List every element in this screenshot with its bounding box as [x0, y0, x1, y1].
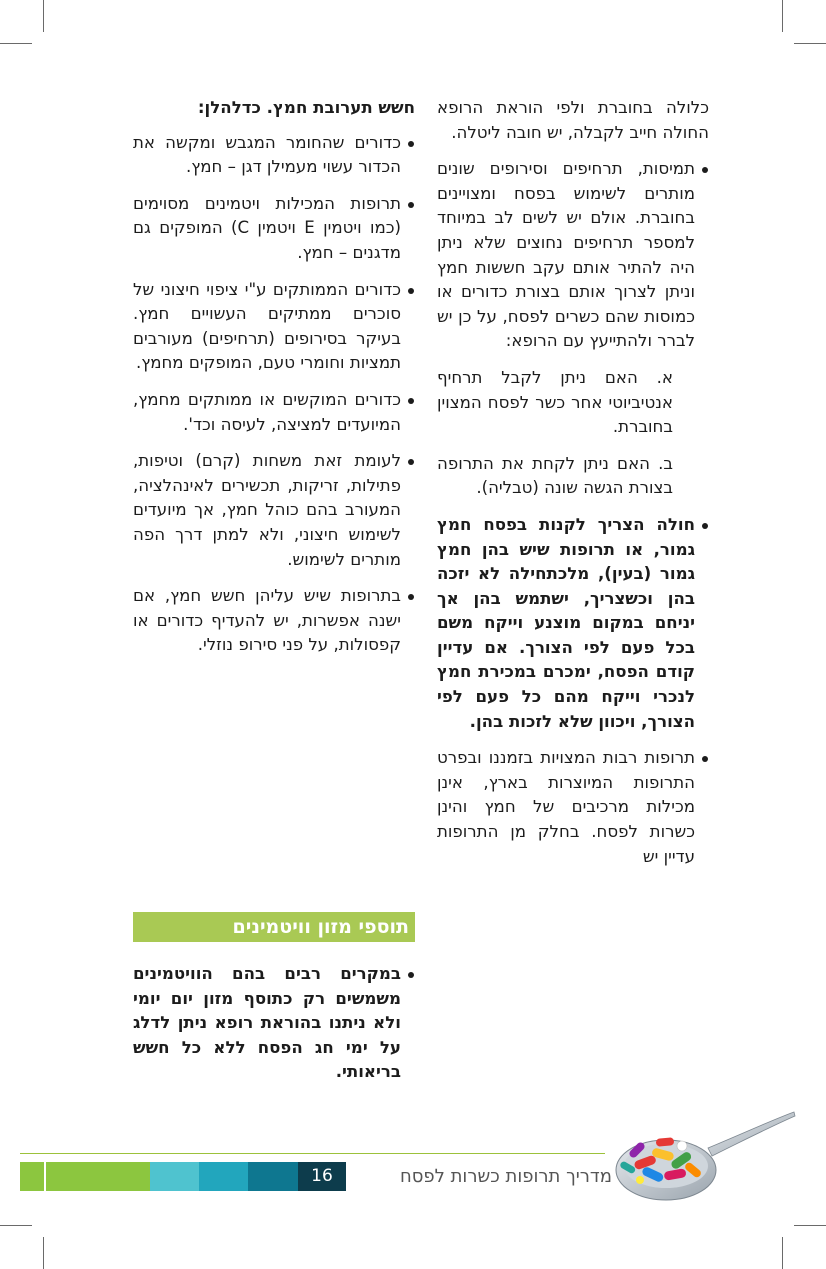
- crop-mark: [794, 1225, 826, 1226]
- footer-title: מדריך תרופות כשרות לפסח: [399, 1166, 612, 1187]
- spoon-pills-icon: [612, 1108, 796, 1208]
- list-item: כדורים הממותקים ע"י ציפוי חיצוני של סוכרים ממתיקים העשויים חמץ. בעיקר בסירופים (תרחיפים) מעורבים תמציות וחומרי טעם, המופקים מחמץ.: [133, 278, 415, 376]
- crop-mark: [794, 43, 826, 44]
- color-strip-segment: [44, 1162, 46, 1191]
- crop-mark: [0, 1225, 32, 1226]
- color-strip-segment: [150, 1162, 199, 1191]
- color-strip-segment: [20, 1162, 150, 1191]
- sub-item: א. האם ניתן לקבל תרחיף אנטיביוטי אחר כשר לפסח המצוין בחוברת.: [437, 367, 673, 437]
- page-number: 16: [298, 1162, 346, 1191]
- crop-mark: [0, 43, 32, 44]
- list-item: תמיסות, תרחיפים וסירופים שונים מותרים לשימוש בפסח ומצויינים בחוברת. אולם יש לשים לב במיוחד למספר תרחיפים נחוצים שלא ניתן היה להתיר אותם עקב חששות חמץ וניתן לצרוך אותם בצורת כדורים או כמוסות שהם כשרים לפסח, על כן יש לברר ולהתייעץ עם הרופא:: [437, 157, 709, 354]
- column-heading: חשש תערובת חמץ. כדלהלן:: [197, 98, 415, 117]
- crop-mark: [43, 1237, 44, 1269]
- list-item: לעומת זאת משחות (קרם) וטיפות, פתילות, זריקות, תכשירים לאינהלציה, המעורב בהם כוהל חמץ, אך מיועדים לשימוש חיצוני, ולא למתן דרך הפה מותרים לשימוש.: [133, 449, 415, 572]
- list-item: כדורים המוקשים או ממותקים מחמץ, המיועדים למציצה, לעיסה וכד'.: [133, 388, 415, 437]
- left-column: [133, 96, 415, 670]
- crop-mark: [782, 1237, 783, 1269]
- list-item: תרופות רבות המצויות בזמננו ובפרט התרופות המיוצרות בארץ, אינן מכילות מרכיבים של חמץ והינן כשרות לפסח. בחלק מן התרופות עדיין יש: [437, 746, 709, 869]
- section-title-bar: תוספי מזון וויטמינים: [133, 912, 415, 942]
- color-strip-segment: [248, 1162, 298, 1191]
- footer-rule: [20, 1153, 605, 1154]
- color-strip-segment: [199, 1162, 248, 1191]
- list-item: תרופות המכילות ויטמינים מסוימים (כמו ויטמין E ויטמין C) המופקים גם מדגנים – חמץ.: [133, 192, 415, 266]
- intro-paragraph: כלולה בחוברת ולפי הוראת הרופא החולה חייב לקבלה, יש חובה ליטלה.: [437, 98, 709, 142]
- right-column: [437, 96, 709, 881]
- list-item: כדורים שהחומר המגבש ומקשה את הכדור עשוי מעמילן דגן – חמץ.: [133, 131, 415, 180]
- crop-mark: [43, 0, 44, 32]
- bold-list-item: במקרים רבים בהם הוויטמינים משמשים רק כתוסף מזון יום יומי ולא ניתנו בהוראת רופא ניתן לדלג על ימי חג הפסח ללא כל חשש בריאותי.: [133, 962, 415, 1085]
- crop-mark: [782, 0, 783, 32]
- section-content: [133, 962, 415, 1097]
- bold-list-item: חולה הצריך לקנות בפסח חמץ גמור, או תרופות שיש בהן חמץ גמור (בעין), מלכתחילה לא יזכה בהן וכשצריך, ישתמש בהן אך יניחם במקום מוצנע וייקח משם בכל פעם לפי הצורך. אם עדיין קודם הפסח, ימכרם במכירת חמץ לנכרי וייקח מהם כל פעם לפי הצורך, ויכוון שלא לזכות בהן.: [437, 513, 709, 734]
- sub-item: ב. האם ניתן לקחת את התרופה בצורת הגשה שונה (טבליה).: [437, 453, 673, 498]
- list-item: בתרופות שיש עליהן חשש חמץ, אם ישנה אפשרות, יש להעדיף כדורים או קפסולות, על פני סירופ נוזלי.: [133, 584, 415, 658]
